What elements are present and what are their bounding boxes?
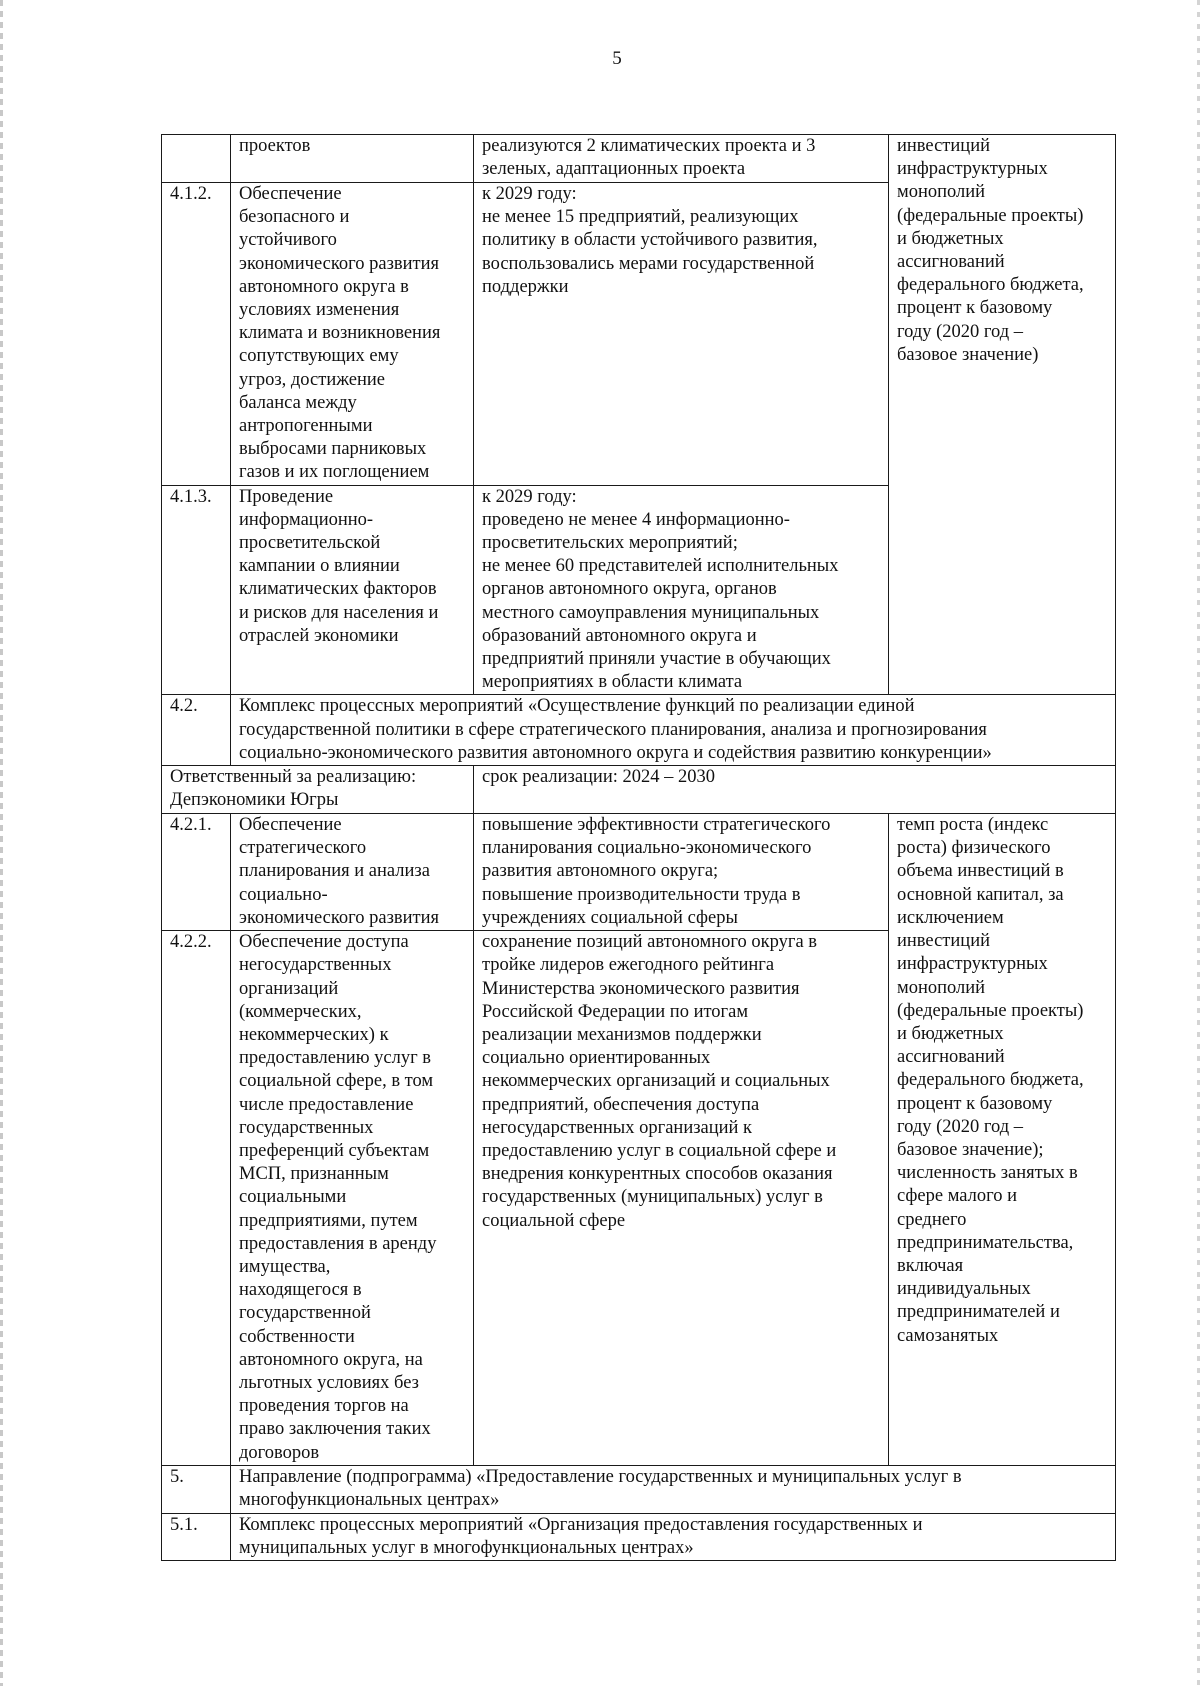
measures-table [161, 134, 1116, 1561]
table-row [162, 766, 1116, 814]
measure-name-cell: Обеспечение доступа негосударственных организаций (коммерческих, некоммерческих) к предоставлению услуг в социальной сфере, в том числе предоставление государственных преференций субъектам МСП, признанным социальными предприятиями, путем предоставления в аренду имущества, находящегося в государственной собственности автономного округа, на льготных условиях без проведения торгов на право заключения таких договоров [231, 931, 474, 1466]
result-cell: повышение эффективности стратегического планирования социально-экономического развития автономного округа; повышение производительности труда в учреждениях социальной сферы [474, 814, 889, 931]
result-cell: сохранение позиций автономного округа в тройке лидеров ежегодного рейтинга Министерства экономического развития Российской Федерации по итогам реализации механизмов поддержки социально ориентированных некоммерческих организаций и социальных предприятий, обеспечения доступа негосударственных организаций к предоставлению услуг в социальной сфере и внедрения конкурентных способов оказания государственных (муниципальных) услуг в социальной сфере [474, 931, 889, 1466]
page-number: 5 [612, 48, 622, 69]
scan-edge-left [0, 0, 3, 1686]
measure-name-cell: Обеспечение стратегического планирования и анализа социально- экономического развития [231, 814, 474, 931]
table-row [162, 814, 1116, 931]
result-cell: к 2029 году: не менее 15 предприятий, реализующих политику в области устойчивого развития, воспользовались мерами государственной поддержки [474, 183, 889, 486]
table-row [162, 1513, 1116, 1560]
measure-name-cell: Обеспечение безопасного и устойчивого экономического развития автономного округа в условиях изменения климата и возникновения сопутствующих ему угроз, достижение баланса между антропогенными выбросами парниковых газов и их поглощением [231, 183, 474, 486]
result-cell: к 2029 году: проведено не менее 4 информационно- просветительских мероприятий; не менее 60 представителей исполнительных органов автономного округа, органов местного самоуправления муниципальных образований автономного округа и предприятий приняли участие в обучающих мероприятиях в области климата [474, 485, 889, 695]
responsible-cell: Ответственный за реализацию: Депэкономики Югры [162, 766, 474, 814]
row-number-cell: 5. [162, 1465, 231, 1513]
row-number-cell [162, 135, 231, 183]
row-number-cell: 4.1.3. [162, 485, 231, 695]
row-number-cell: 4.2.1. [162, 814, 231, 931]
indicator-cell: темп роста (индекс роста) физического объема инвестиций в основной капитал, за исключением инвестиций инфраструктурных монополий (федеральные проекты) и бюджетных ассигнований федерального бюджета, процент к базовому году (2020 год – базовое значение); численность занятых в сфере малого и среднего предпринимательства, включая индивидуальных предпринимателей и самозанятых [889, 814, 1116, 1466]
table-row [162, 135, 1116, 183]
measure-name-cell: Проведение информационно- просветительской кампании о влиянии климатических факторов и рисков для населения и отраслей экономики [231, 485, 474, 695]
table-row [162, 695, 1116, 766]
period-cell: срок реализации: 2024 – 2030 [474, 766, 1116, 814]
section-title-cell: Комплекс процессных мероприятий «Осуществление функций по реализации единой государственной политики в сфере стратегического планирования, анализа и прогнозирования социально-экономического развития автономного округа и содействия развитию конкуренции» [231, 695, 1116, 766]
section-title-cell: Комплекс процессных мероприятий «Организация предоставления государственных и муниципальных услуг в многофункциональных центрах» [231, 1513, 1116, 1560]
row-number-cell: 4.1.2. [162, 183, 231, 486]
table-row [162, 1465, 1116, 1513]
row-number-cell: 4.2. [162, 695, 231, 766]
row-number-cell: 4.2.2. [162, 931, 231, 1466]
row-number-cell: 5.1. [162, 1513, 231, 1560]
section-title-cell: Направление (подпрограмма) «Предоставление государственных и муниципальных услуг в многофункциональных центрах» [231, 1465, 1116, 1513]
indicator-cell: инвестиций инфраструктурных монополий (федеральные проекты) и бюджетных ассигнований федерального бюджета, процент к базовому году (2020 год – базовое значение) [889, 135, 1116, 695]
measure-name-cell: проектов [231, 135, 474, 183]
result-cell: реализуются 2 климатических проекта и 3 зеленых, адаптационных проекта [474, 135, 889, 183]
